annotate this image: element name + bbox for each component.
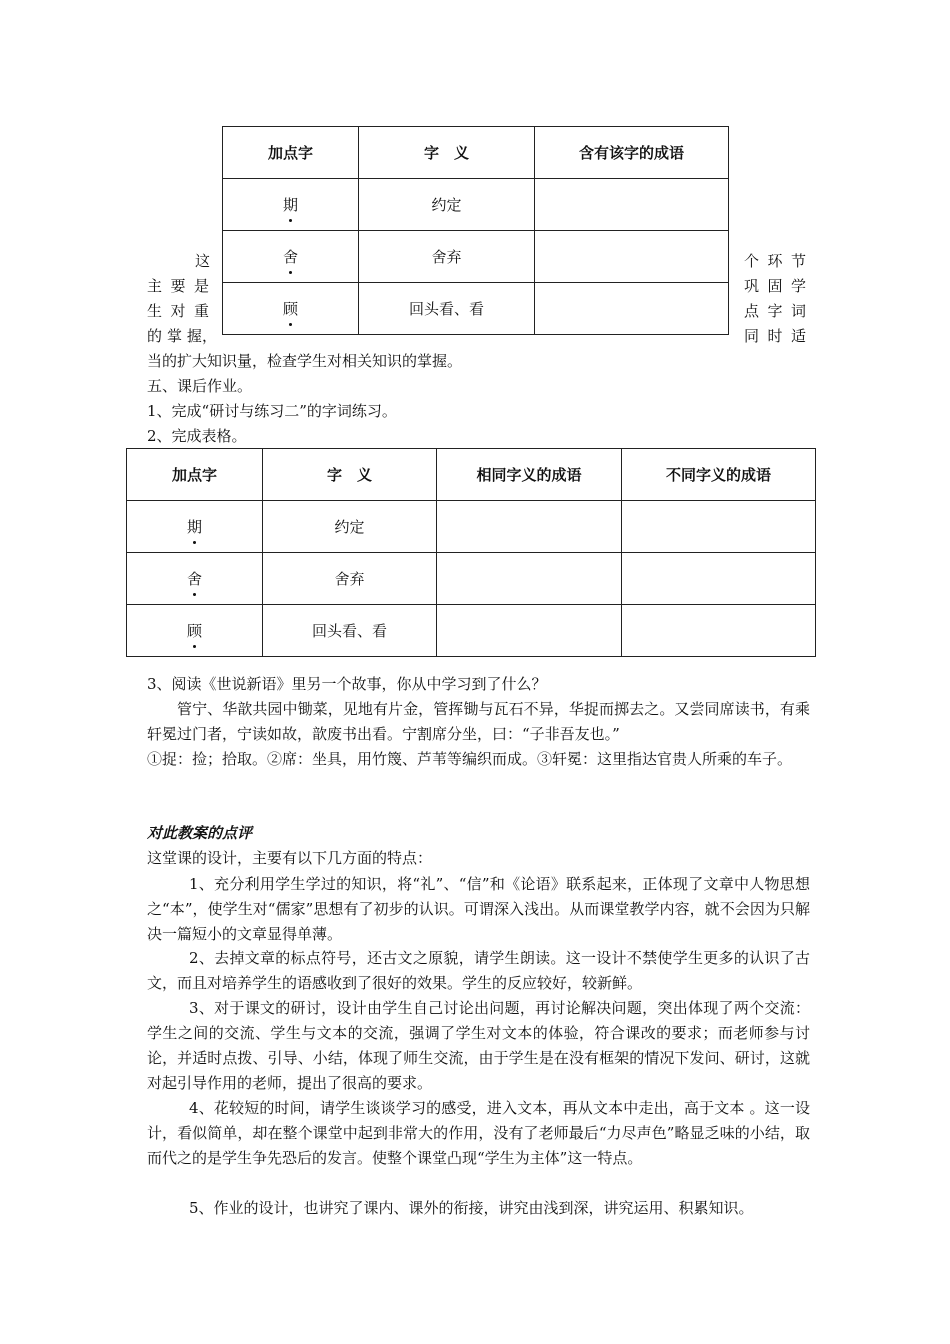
table2-header-char: 加点字 (127, 449, 263, 501)
dotted-character: 期 (282, 196, 298, 214)
dotted-character: 舍 (186, 570, 202, 588)
table1-header-meaning: 字 义 (359, 127, 535, 179)
same-idiom-cell (437, 553, 622, 605)
idiom-cell (535, 231, 729, 283)
dotted-character: 顾 (282, 300, 298, 318)
character-table-2 (126, 448, 816, 657)
homework-heading: 五、课后作业。 (147, 377, 253, 395)
same-idiom-cell (437, 501, 622, 553)
wrap-right-line: 个 环 节 (744, 252, 806, 270)
idiom-cell (535, 283, 729, 335)
different-idiom-cell (622, 501, 816, 553)
meaning-cell: 回头看、看 (359, 283, 535, 335)
different-idiom-cell (622, 605, 816, 657)
table-row (127, 501, 816, 553)
wrap-left-line: 的 掌 握， (147, 327, 217, 345)
meaning-cell: 约定 (263, 501, 437, 553)
idiom-cell (535, 179, 729, 231)
wrap-right-line: 点 字 词 (744, 302, 806, 320)
wrap-left-line: 这 (194, 252, 210, 270)
wrap-continuation: 当的扩大知识量，检查学生对相关知识的掌握。 (147, 352, 463, 370)
reading-prompt: 3、阅读《世说新语》里另一个故事，你从中学习到了什么？ (147, 675, 547, 693)
review-point-3: 3、对于课文的研讨，设计由学生自己讨论出问题，再讨论解决问题，突出体现了两个交流：学生之间的交流、学生与文本的交流，强调了学生对文本的体验，符合课改的要求；而老师参与讨论，并适时点拨、引导、小结，体现了师生交流，由于学生是在没有框架的情况下发问、研讨，这就对起引导作用的老师，提出了很高的要求。 (147, 999, 810, 1092)
review-title: 对此教案的点评 (147, 824, 253, 842)
dotted-character: 顾 (186, 622, 202, 640)
homework-item-2: 2、完成表格。 (147, 427, 247, 445)
review-point-1: 1、充分利用学生学过的知识，将“礼”、“信”和《论语》联系起来，正体现了文章中人物思想之“本”，使学生对“儒家”思想有了初步的认识。可谓深入浅出。从而课堂教学内容，就不会因为只解决一篇短小的文章显得单薄。 (147, 875, 810, 943)
wrap-right-line: 巩 固 学 (744, 277, 806, 295)
table1-header-char: 加点字 (223, 127, 359, 179)
review-point-5: 5、作业的设计，也讲究了课内、课外的衔接，讲究由浅到深，讲究运用、积累知识。 (189, 1199, 754, 1217)
wrap-left-line: 主 要 是 (147, 277, 209, 295)
table-row (223, 231, 729, 283)
wrap-right-line: 同 时 适 (744, 327, 806, 345)
table-row (127, 605, 816, 657)
table-row (223, 179, 729, 231)
table1-header-idiom: 含有该字的成语 (535, 127, 729, 179)
homework-item-1: 1、完成“研讨与练习二”的字词练习。 (147, 402, 397, 420)
review-point-4: 4、花较短的时间，请学生谈谈学习的感受，进入文本，再从文本中走出，高于文本 。这一设计，看似简单，却在整个课堂中起到非常大的作用，没有了老师最后“力尽声色”略显乏味的小结，取而代之的是学生争先恐后的发言。使整个课堂凸现“学生为主体”这一特点。 (147, 1099, 810, 1167)
table-row (223, 283, 729, 335)
meaning-cell: 舍弃 (359, 231, 535, 283)
wrap-left-line: 生 对 重 (147, 302, 209, 320)
review-point-2: 2、去掉文章的标点符号，还古文之原貌，请学生朗读。这一设计不禁使学生更多的认识了古文，而且对培养学生的语感收到了很好的效果。学生的反应较好，较新鲜。 (147, 949, 810, 992)
table2-header-same: 相同字义的成语 (437, 449, 622, 501)
table2-header-different: 不同字义的成语 (622, 449, 816, 501)
meaning-cell: 约定 (359, 179, 535, 231)
meaning-cell: 舍弃 (263, 553, 437, 605)
character-table-1 (222, 126, 729, 335)
reading-notes: ①捉：捡；拾取。②席：坐具，用竹篾、芦苇等编织而成。③轩冕：这里指达官贵人所乘的车子。 (147, 750, 793, 768)
dotted-character: 期 (186, 518, 202, 536)
same-idiom-cell (437, 605, 622, 657)
table-row (127, 553, 816, 605)
table2-header-meaning: 字 义 (263, 449, 437, 501)
different-idiom-cell (622, 553, 816, 605)
reading-story: 管宁、华歆共园中锄菜，见地有片金，管挥锄与瓦石不异，华捉而掷去之。又尝同席读书，有乘轩冕过门者，宁读如故，歆废书出看。宁割席分坐，曰：“子非吾友也。” (147, 700, 810, 743)
meaning-cell: 回头看、看 (263, 605, 437, 657)
dotted-character: 舍 (282, 248, 298, 266)
review-intro: 这堂课的设计，主要有以下几方面的特点： (147, 849, 433, 867)
